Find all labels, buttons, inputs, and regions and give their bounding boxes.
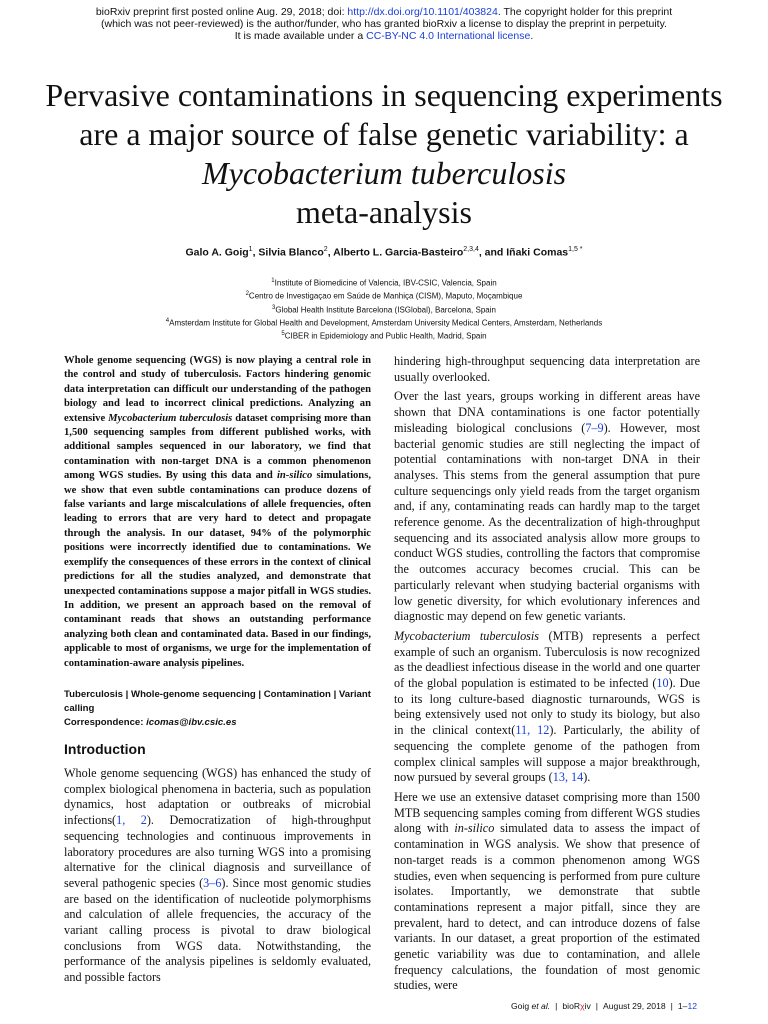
affiliation-text: Global Health Institute Barcelona (ISGlobal), Barcelona, Spain [275,305,496,315]
preprint-notice-line3: It is made available under a CC-BY-NC 4.0 International license. [234,30,534,42]
citation-link[interactable]: 13, 14 [552,770,584,785]
affiliation-text: Amsterdam Institute for Global Health and Development, Amsterdam University Medical Centers, Amsterdam, Netherlands [169,318,603,328]
author-affiliation-mark: 2,3,4 [463,246,479,253]
total-pages-link[interactable]: 12 [687,1001,697,1011]
author-separator: , [252,246,259,259]
intro-paragraph-2: hindering high-throughput sequencing data interpretation are usually overlooked. [394,354,700,384]
paper-title: Pervasive contaminations in sequencing experiments are a major source of false genetic variability: a Mycobacterium tuberculosis meta-analysis [45,77,723,230]
citation-link[interactable]: 3–6 [203,875,222,890]
page-number: 1–12 [677,1001,697,1011]
intro-left-column [64,766,371,986]
citation-link[interactable]: 11, 12 [515,723,550,738]
affiliation [0,329,768,342]
intro-paragraph-3: Over the last years, groups working in different areas have shown that DNA contaminations is one factor potentially misleading biological conclusions (7–9). However, most bacterial genomic studies are still neglecting the impact of potential contaminations with non-target DNA in their analyses. This stems from the general assumption that pure culture sequencings only yield reads from the target organism and, if any, contaminating reads can hardly map to the target reference genome. As the decentralization of high-throughput sequencing and its associated analysis allow more groups to conduct WGS studies, controlling the factors that compromise the outcomes accuracy becomes crucial. This can be particularly relevant when studying bacterial organisms with low genetic diversity, for which evolutionary inferences and diagnostic may depend on few genetic variants. [394,389,700,624]
author-separator: , and [478,246,507,259]
author-list [0,246,768,259]
affiliation-number: 4 [165,317,170,324]
intro-paragraph-4: Mycobacterium tuberculosis (MTB) represents a perfect example of such an organism. Tuberculosis is now recognized as the deadliest infectious disease in the world and one quarter of the global population is estimated to be infected (10). Due to its long culture-based diagnostic turnarounds, WGS is being extensively used not only to study its biology, but also in the clinical context(11, 12). Particularly, the ability of sequencing the complete genome of the pathogen from complex clinical samples will suppose a major breakthrough, now pursued by several groups (13, 14). [394,628,701,785]
author-name: Alberto L. Garcia-Basteiro [333,246,464,259]
preprint-notice-line1: bioRxiv preprint first posted online Aug. 29, 2018; doi: http://dx.doi.org/10.1101/403824. The copyright holder for this preprint [95,6,673,18]
footer-etal: et al. [531,1001,551,1011]
affiliation-number: 1 [271,278,275,284]
author-name: Silvia Blanco [258,246,324,259]
intro-right-column [394,354,700,998]
preprint-notice-line2: (which was not peer-reviewed) is the author/funder, who has granted bioRxiv a license to display the preprint in perpetuity. [101,18,667,30]
citation-link[interactable]: 7–9 [585,420,604,435]
author-separator: , [327,246,334,259]
affiliation-number: 5 [281,331,285,337]
title-species: Mycobacterium tuberculosis [201,155,567,191]
citation-link[interactable]: 10 [656,676,669,691]
affiliation [0,276,768,289]
author-name: Iñaki Comas [506,246,569,259]
affiliation-number: 2 [245,291,249,298]
author-affiliation-mark: 2 [323,246,328,253]
affiliation-text: CIBER in Epidemiology and Public Health, Madrid, Spain [284,331,487,341]
keywords: Tuberculosis | Whole-genome sequencing | Contamination | Variant calling [64,689,371,714]
affiliation [0,289,768,302]
affiliation [0,316,768,329]
citation-link[interactable]: 1, 2 [116,813,147,828]
affiliation-list [0,276,768,342]
journal-logo: bioRχiv [562,1001,591,1011]
footer-date: August 29, 2018 [603,1001,666,1011]
intro-paragraph-1: Whole genome sequencing (WGS) has enhanced the study of complex biological phenomena in bacteria, such as population dynamics, host adaptation or outbreaks of microbial infections(1, 2). Democratization of high-throughput sequencing technologies and continuous improvements in laboratory procedures are also turning WGS into a promising alternative for the clinical diagnosis and surveillance of several pathogenic species (3–6). Since most genomic studies are based on the identification of nucleotide polymorphisms and calculation of allele frequencies, the accuracy of the variant calling process is pivotal to draw biological conclusions from WGS data. Notwithstanding, the performance of the analysis pipelines is seldomly evaluated, and possible factors [64,766,372,985]
affiliation-text: Centro de Investigaçao em Saúde de Manhiça (CISM), Maputo, Moçambique [248,291,523,301]
footer-author: Goig [510,1001,530,1011]
author-affiliation-mark: 1,5 * [568,246,583,253]
keywords-block [64,688,371,730]
preprint-notice [0,6,768,42]
author-name: Galo A. Goig [185,246,249,259]
abstract: Whole genome sequencing (WGS) is now playing a central role in the control and study of tuberculosis. Factors hindering genomic data interpretation can difficult our understanding of the pathogen biology and lead to incorrect clinical predictions. Analyzing an extensive Mycobacterium tuberculosis dataset comprising more than 1,500 sequencing samples from different published works, with additional samples sequenced in our laboratory, we find that contamination with non-target DNA is a common phenomenon among WGS studies. By using this data and in-silico simulations, we show that even subtle contaminations can produce dozens of false variants and large miscalculations of allele frequencies, often leading to errors that are very hard to detect and propagate through the analysis. In our dataset, 94% of the polymorphic positions were incorrectly identified due to contaminations. We exemplify the consequences of these errors in the context of clinical predictions for all the studies analyzed, and demonstrate that unexpected contaminations suppose a major pitfall in WGS studies. In addition, we present an approach based on the removal of contaminant reads that shows an outstanding performance analyzing both clean and contaminated data. Based in our findings, applicable to most of organisms, we urge for the implementation of contamination-aware analysis pipelines. [64,355,371,669]
affiliation [0,303,768,316]
license-link[interactable]: CC-BY-NC 4.0 International license [366,30,531,42]
affiliation-number: 3 [272,304,276,311]
correspondence: Correspondence: icomas@ibv.csic.es [64,717,237,728]
doi-link[interactable]: http://dx.doi.org/10.1101/403824 [347,6,498,18]
affiliation-text: Institute of Biomedicine of Valencia, IBV-CSIC, Valencia, Spain [274,278,497,288]
page-footer: Goig et al. | bioRχiv | August 29, 2018 | 1–12 [510,1001,697,1011]
section-heading-introduction: Introduction [64,741,146,757]
intro-paragraph-5: Here we use an extensive dataset comprising more than 1500 MTB sequencing samples coming from different WGS studies along with in-silico simulated data to assess the impact of contamination in WGS analysis. We show that presence of non-target reads is a common phenomenon among WGS studies, even when sequencing is performed from pure culture isolates. Importantly, we demonstrate that subtle contaminations represent a major pitfall, since they are prevalent, hard to detect, and can introduce dozens of false variants. In our dataset, a great proportion of the estimated genetic variability was due to contamination, and allele frequency calculations, the foundation of most genomic studies, were [394,789,701,993]
author-affiliation-mark: 1 [248,246,253,253]
correspondence-email[interactable]: icomas@ibv.csic.es [146,717,237,728]
